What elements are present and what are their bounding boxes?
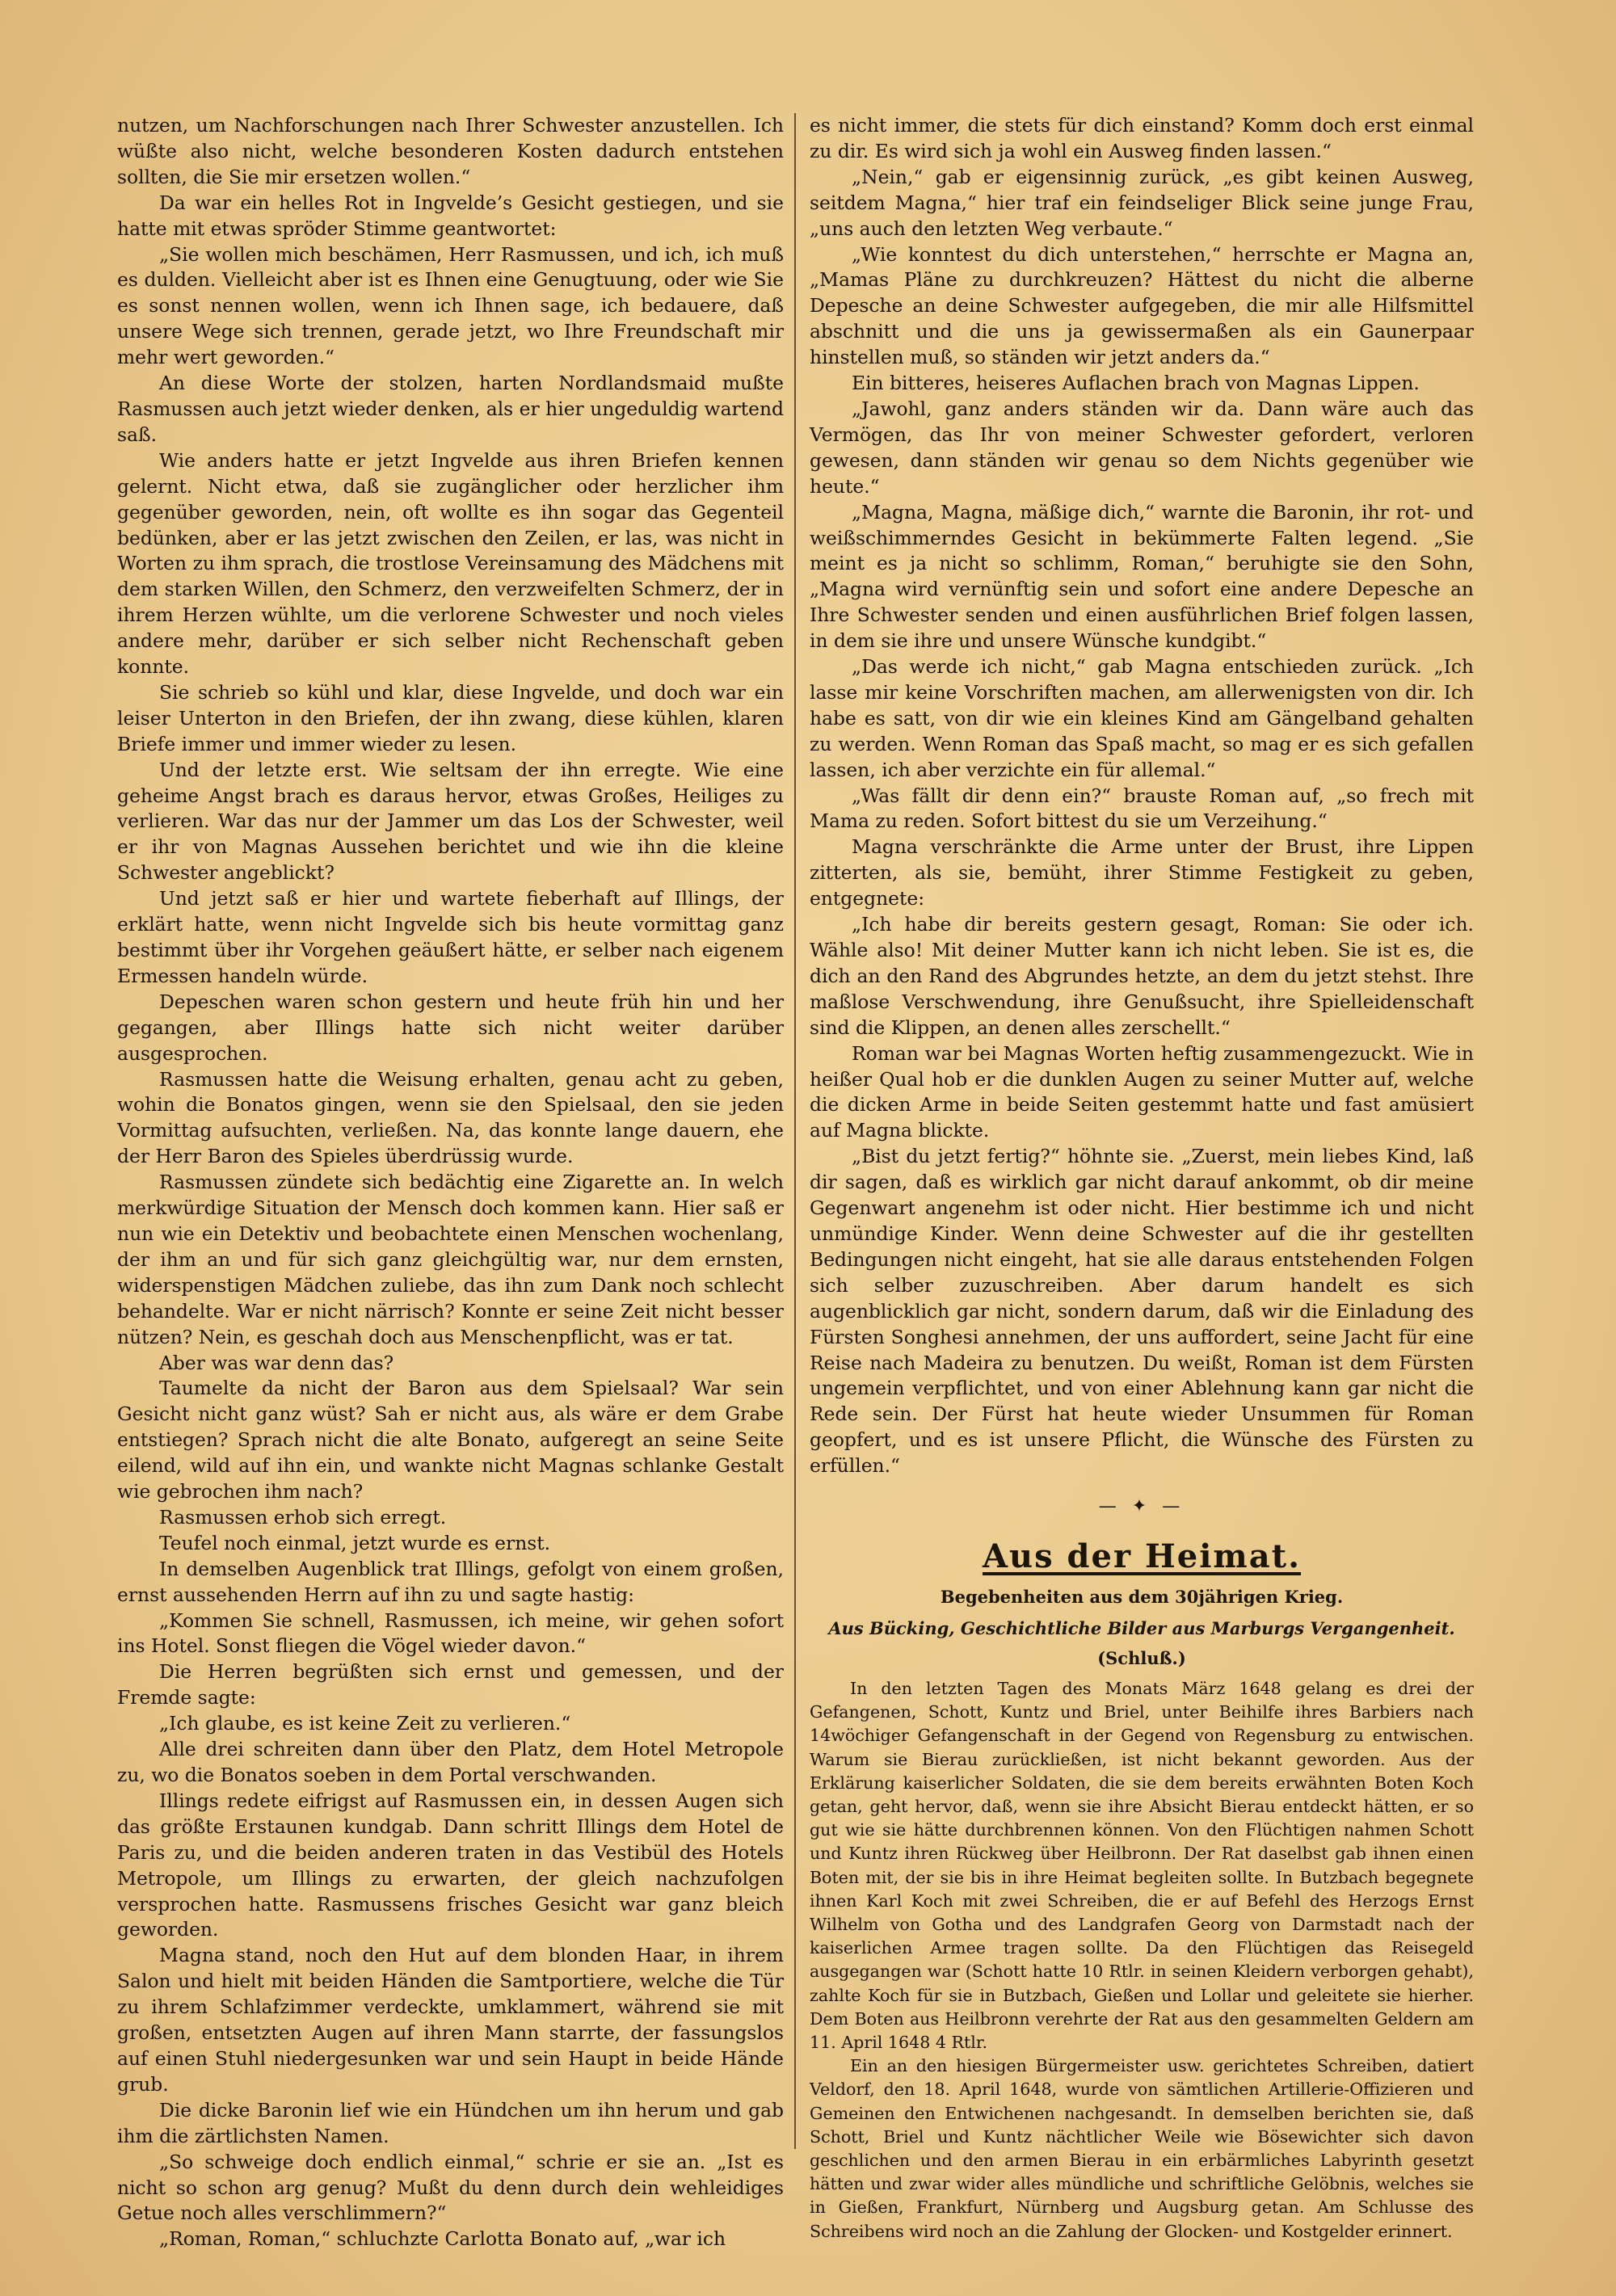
column-divider [794, 113, 796, 2149]
paragraph: Die Herren begrüßten sich ernst und gemessen, und der Fremde sagte: [117, 1660, 784, 1709]
paragraph: Taumelte da nicht der Baron aus dem Spielsaal? War sein Gesicht nicht ganz wüst? Sah er nicht aus, als wäre er dem Grabe entstiegen? Sprach nicht die alte Bonato, aufgeregt an seine Seite eilend, wild auf ihn ein, und wankte nicht Magnas schlanke Gestalt wie gebrochen ihm nach? [117, 1377, 784, 1503]
paragraph: Teufel noch einmal, jetzt wurde es ernst. [159, 1531, 551, 1554]
right-column [810, 113, 1474, 2243]
paragraph: In demselben Augenblick trat Illings, gefolgt von einem großen, ernst aussehenden Herrn auf ihn zu und sagte hastig: [117, 1557, 784, 1606]
story-continuation [810, 113, 1474, 1479]
paragraph: „Was fällt dir denn ein?“ brauste Roman auf, „so frech mit Mama zu reden. Sofort bittest du sie um Verzeihung.“ [810, 784, 1474, 833]
paragraph: nutzen, um Nachforschungen nach Ihrer Schwester anzustellen. Ich wüßte also nicht, welche besonderen Kosten dadurch entstehen sollten, die Sie mir ersetzen wollen.“ [117, 114, 784, 188]
section-ornament: — ✦ — [1098, 1496, 1185, 1517]
paragraph: Sie schrieb so kühl und klar, diese Ingvelde, und doch war ein leiser Unterton in den Briefen, der ihn zwang, diese kühlen, klaren Briefe immer und immer wieder zu lesen. [117, 680, 784, 755]
paragraph: Rasmussen zündete sich bedächtig eine Zigarette an. In welch merkwürdige Situation der Mensch doch kommen kann. Hier saß er nun wie ein Detektiv und beobachtete einen Menschen wochenlang, der ihm an und für sich ganz gleichgültig war, nur dem ernsten, widerspenstigen Mädchen zuliebe, das ihn zum Dank noch schlecht behandelte. War er nicht närrisch? Konnte er seine Zeit nicht besser nützen? Nein, es geschah doch aus Menschenpflicht, was er tat. [117, 1171, 784, 1348]
paragraph: „Sie wollen mich beschämen, Herr Rasmussen, und ich, ich muß es dulden. Vielleicht aber ist es Ihnen eine Genugtuung, oder wie Sie es sonst nennen wollen, wenn ich Ihnen sage, ich bedauere, daß unsere Wege sich trennen, gerade jetzt, wo Ihre Freundschaft mir mehr wert geworden.“ [117, 242, 784, 369]
paragraph: Ein an den hiesigen Bürgermeister usw. gerichtetes Schreiben, datiert Veldorf, den 18. April 1648, wurde von sämtlichen Artillerie-Offizieren und Gemeinen den Entwichenen nachgesandt. In demselben berichten sie, daß Schott, Briel und Kuntz nächtlicher Weile wie Bösewichter sich davon geschlichen und den armen Bierau in ein erbärmliches Labyrinth gesetzt hätten und zwar wider alles mündliche und schriftliche Gelöbnis, welches sie in Gießen, Frankfurt, Nürnberg und Augsburg getan. Am Schlusse des Schreibens wird noch an die Zahlung der Glocken- und Kostgelder erinnert. [810, 2056, 1474, 2241]
paragraph: „So schweige doch endlich einmal,“ schrie er sie an. „Ist es nicht so schon arg genug? Mußt du denn durch dein wehleidiges Getue noch alles verschlimmern?“ [117, 2150, 784, 2225]
paragraph: Rasmussen erhob sich erregt. [159, 1505, 447, 1529]
paragraph: Roman war bei Magnas Worten heftig zusammengezuckt. Wie in heißer Qual hob er die dunklen Augen zu seiner Mutter auf, welche die dicken Arme in beide Seiten gestemmt hatte und fast amüsiert auf Magna blickte. [810, 1041, 1474, 1142]
paragraph: Wie anders hatte er jetzt Ingvelde aus ihren Briefen kennen gelernt. Nicht etwa, daß sie zugänglicher oder herzlicher ihm gegenüber geworden, nein, oft wollte es ihn sogar das Gegenteil bedünken, aber er las jetzt zwischen den Zeilen, er las, was nicht in Worten zu ihm sprach, die trostlose Vereinsamung des Mädchens mit dem starken Willen, den Schmerz, den verzweifelten Schmerz, der in ihrem Herzen wühlte, um die verlorene Schwester und noch vieles andere mehr, darüber er sich selber nicht Rechenschaft geben konnte. [117, 448, 784, 679]
paragraph: Illings redete eifrigst auf Rasmussen ein, in dessen Augen sich das größte Erstaunen kundgab. Dann schritt Illings dem Hotel de Paris zu, und die beiden anderen traten in das Vestibül des Hotels Metropole, um Illings zu erwarten, der gleich nachzufolgen versprochen hatte. Rasmussens frisches Gesicht war ganz bleich geworden. [117, 1789, 784, 1941]
paragraph: Alle drei schreiten dann über den Platz, dem Hotel Metropole zu, wo die Bonatos soeben in dem Portal verschwanden. [117, 1738, 784, 1786]
paragraph: „Wie konntest du dich unterstehen,“ herrschte er Magna an, „Mamas Pläne zu durchkreuzen? Hättest du nicht die alberne Depesche an deine Schwester aufgegeben, die mir alle Hilfsmittel abschnitt und die uns ja gewissermaßen als ein Gaunerpaar hinstellen muß, so ständen wir jetzt anders da.“ [810, 242, 1474, 369]
paragraph: „Magna, Magna, mäßige dich,“ warnte die Baronin, ihr rot- und weißschimmerndes Gesicht in bekümmerte Falten legend. „Sie meint es ja nicht so schlimm, Roman,“ beruhigte sie den Sohn, „Magna wird vernünftig sein und sofort eine andere Depesche an Ihre Schwester senden und einen ausführlichen Brief folgen lassen, in dem sie ihre und unsere Wünsche kundgibt.“ [810, 500, 1474, 653]
heimat-article [810, 1677, 1474, 2243]
paragraph: „Ich habe dir bereits gestern gesagt, Roman: Sie oder ich. Wähle also! Mit deiner Mutter kann ich nicht leben. Sie ist es, die dich an den Rand des Abgrundes hetzte, an dem du jetzt stehst. Ihre maßlose Verschwendung, ihre Genußsucht, ihre Spielleidenschaft sind die Klippen, an denen alles zerschellt.“ [810, 913, 1474, 1039]
paragraph: Und der letzte erst. Wie seltsam der ihn erregte. Wie eine geheime Angst brach es daraus hervor, etwas Großes, Heiliges zu verlieren. War das nur der Jammer um das Los der Schwester, weil er ihr von Magnas Aussehen berichtet und wie ihn die kleine Schwester angeblickt? [117, 758, 784, 885]
paragraph: Die dicke Baronin lief wie ein Hündchen um ihn herum und gab ihm die zärtlichsten Namen. [117, 2098, 784, 2147]
paragraph: Aber was war denn das? [159, 1351, 394, 1374]
paragraph: Ein bitteres, heiseres Auflachen brach von Magnas Lippen. [852, 372, 1420, 395]
section-note: (Schluß.) [1097, 1647, 1186, 1668]
paragraph: Und jetzt saß er hier und wartete fieberhaft auf Illings, der erklärt hatte, wenn nicht Ingvelde sich bis heute vormittag ganz bestimmt über ihr Vorgehen geäußert hätte, er selber nach eigenem Ermessen handeln würde. [117, 887, 784, 987]
paragraph: Da war ein helles Rot in Ingvelde’s Gesicht gestiegen, und sie hatte mit etwas spröder Stimme geantwortet: [117, 191, 784, 240]
paragraph: „Ich glaube, es ist keine Zeit zu verlieren.“ [159, 1712, 571, 1735]
paragraph: Rasmussen hatte die Weisung erhalten, genau acht zu geben, wohin die Bonatos gingen, wenn sie den Spielsaal, den sie jeden Vormittag aufsuchten, verließen. Na, das konnte lange dauern, ehe der Herr Baron des Spieles überdrüssig wurde. [117, 1067, 784, 1168]
paragraph: „Nein,“ gab er eigensinnig zurück, „es gibt keinen Ausweg, seitdem Magna,“ hier traf ein feindseliger Blick seine junge Frau, „uns auch den letzten Weg verbaute.“ [810, 165, 1474, 240]
paragraph: „Roman, Roman,“ schluchzte Carlotta Bonato auf, „war ich [159, 2227, 726, 2251]
paragraph: „Das werde ich nicht,“ gab Magna entschieden zurück. „Ich lasse mir keine Vorschriften machen, am allerwenigsten von dir. Ich habe es satt, von dir wie ein kleines Kind am Gängelband gehalten zu werden. Wenn Roman das Spaß macht, so mag er es sich gefallen lassen, ich aber verzichte ein für allemal.“ [810, 655, 1474, 781]
section-title: Aus der Heimat. [982, 1537, 1302, 1575]
section-subtitle: Begebenheiten aus dem 30jährigen Krieg. [940, 1586, 1344, 1607]
paragraph: Magna stand, noch den Hut auf dem blonden Haar, in ihrem Salon und hielt mit beiden Händen die Samtportiere, welche die Tür zu ihrem Schlafzimmer verdeckte, umklammert, während sie mit großen, entsetzten Augen auf ihren Mann starrte, der fassungslos auf einen Stuhl niedergesunken war und sein Haupt in beide Hände grub. [117, 1944, 784, 2096]
left-column [117, 113, 784, 2252]
paragraph: Depeschen waren schon gestern und heute früh hin und her gegangen, aber Illings hatte sich nicht weiter darüber ausgesprochen. [117, 990, 784, 1065]
paragraph: In den letzten Tagen des Monats März 1648 gelang es drei der Gefangenen, Schott, Kuntz und Briel, unter Beihilfe ihres Barbiers nach 14wöchiger Gefangenschaft in der Gegend von Regensburg zu entwischen. Warum sie Bierau zurückließen, ist nicht bekannt geworden. Aus der Erklärung kaiserlicher Soldaten, die sie dem bereits erwähnten Boten Koch getan, geht hervor, daß, wenn sie ihre Absicht Bierau entdeckt hätten, er so gut wie sie hätte durchbrennen können. Von den Flüchtigen nahmen Schott und Kuntz ihren Rückweg über Heilbronn. Der Rat daselbst gab ihnen einen Boten mit, der sie bis in ihre Heimat begleiten sollte. In Butzbach begegnete ihnen Karl Koch mit zwei Schreiben, die er auf Befehl des Herzogs Ernst Wilhelm von Gotha und des Landgrafen Georg von Darmstadt nach der kaiserlichen Armee tragen sollte. Da den Flüchtigen das Reisegeld ausgegangen war (Schott hatte 10 Rtlr. in seinen Kleidern verborgen gehabt), zahlte Koch für sie in Butzbach, Gießen und Lollar und geleitete sie hierher. Dem Boten aus Heilbronn verehrte der Rat aus den gesammelten Geldern am 11. April 1648 4 Rtlr. [810, 1678, 1474, 2052]
paragraph: „Bist du jetzt fertig?“ höhnte sie. „Zuerst, mein liebes Kind, laß dir sagen, daß es wirklich gar nicht darauf ankommt, ob dir meine Gegenwart angenehm ist oder nicht. Hier bestimme ich und nicht unmündige Kinder. Wenn deine Schwester auf die ihr gestellten Bedingungen nicht eingeht, hat sie alle daraus entstehenden Folgen sich selber zuzuschreiben. Aber darum handelt es sich augenblicklich gar nicht, sondern darum, daß wir die Einladung des Fürsten Songhesi annehmen, der uns auffordert, seine Jacht für eine Reise nach Madeira zu benutzen. Du weißt, Roman ist dem Fürsten ungemein verpflichtet, und von einer Ablehnung kann gar nicht die Rede sein. Der Fürst hat heute wieder Unsummen für Roman geopfert, und es ist unsere Pflicht, die Wünsche des Fürsten zu erfüllen.“ [810, 1145, 1474, 1478]
paragraph: „Jawohl, ganz anders ständen wir da. Dann wäre auch das Vermögen, das Ihr von meiner Schwester gefordert, verloren gewesen, dann ständen wir genau so dem Nichts gegenüber wie heute.“ [810, 397, 1474, 498]
paragraph: es nicht immer, die stets für dich einstand? Komm doch erst einmal zu dir. Es wird sich ja wohl ein Ausweg finden lassen.“ [810, 114, 1474, 162]
paragraph: An diese Worte der stolzen, harten Nordlandsmaid mußte Rasmussen auch jetzt wieder denken, als er hier ungeduldig wartend saß. [117, 372, 784, 446]
section-source: Aus Bücking, Geschichtliche Bilder aus Marburgs Vergangenheit. [828, 1617, 1455, 1638]
paragraph: Magna verschränkte die Arme unter der Brust, ihre Lippen zitterten, als sie, bemüht, ihrer Stimme Festigkeit zu geben, entgegnete: [810, 835, 1474, 910]
paragraph: „Kommen Sie schnell, Rasmussen, ich meine, wir gehen sofort ins Hotel. Sonst fliegen die Vögel wieder davon.“ [117, 1608, 784, 1658]
